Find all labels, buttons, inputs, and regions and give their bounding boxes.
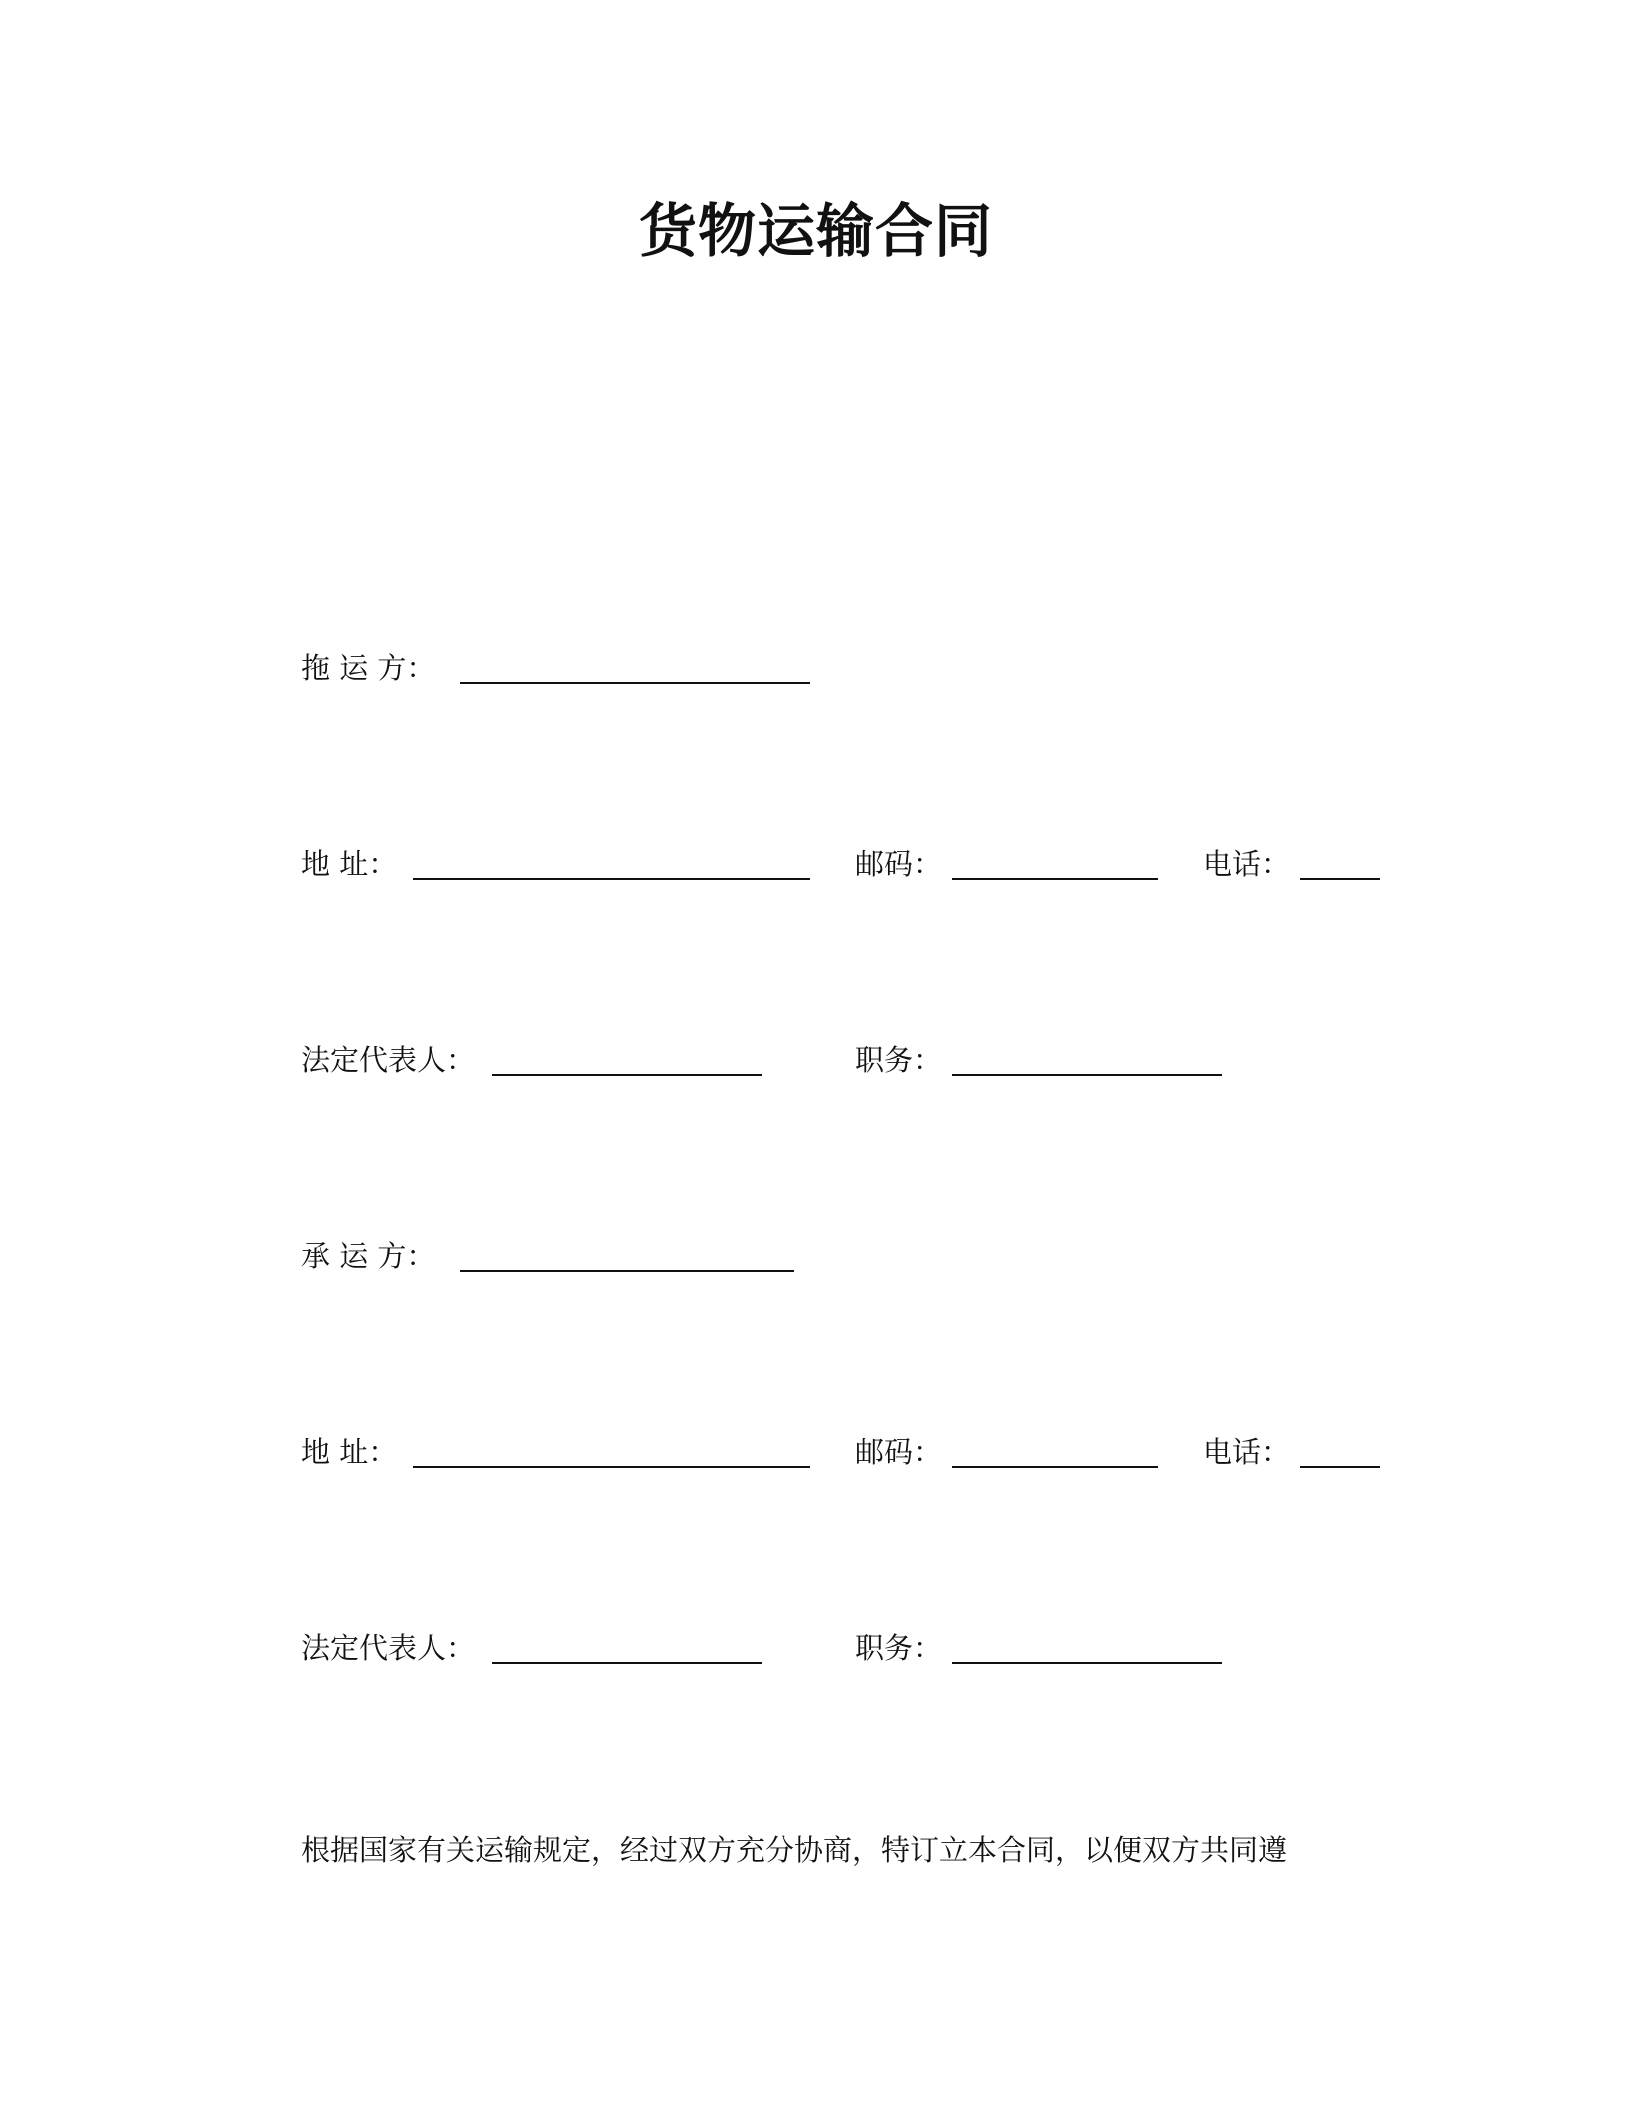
carrier-legal-rep-label: 法定代表人： bbox=[301, 1631, 476, 1665]
carrier-legal-rep-field[interactable] bbox=[492, 1662, 762, 1664]
carrier-phone-field[interactable] bbox=[1300, 1466, 1380, 1468]
shipper-legal-rep-field[interactable] bbox=[492, 1074, 762, 1076]
shipper-legal-rep-label: 法定代表人： bbox=[301, 1043, 476, 1077]
carrier-address-field[interactable] bbox=[413, 1466, 810, 1468]
carrier-address-label: 地 址： bbox=[301, 1435, 398, 1469]
page-title: 货物运输合同 bbox=[638, 197, 993, 265]
carrier-position-field[interactable] bbox=[952, 1662, 1222, 1664]
shipper-address-field[interactable] bbox=[413, 878, 810, 880]
carrier-postcode-label: 邮码： bbox=[855, 1435, 943, 1469]
shipper-label: 拖 运 方： bbox=[301, 651, 436, 685]
carrier-postcode-field[interactable] bbox=[952, 1466, 1158, 1468]
shipper-postcode-label: 邮码： bbox=[855, 847, 943, 881]
shipper-phone-field[interactable] bbox=[1300, 878, 1380, 880]
shipper-position-field[interactable] bbox=[952, 1074, 1222, 1076]
shipper-address-label: 地 址： bbox=[301, 847, 398, 881]
carrier-phone-label: 电话： bbox=[1203, 1435, 1291, 1469]
intro-paragraph: 根据国家有关运输规定，经过双方充分协商，特订立本合同，以便双方共同遵 bbox=[301, 1833, 1288, 1867]
carrier-field[interactable] bbox=[460, 1270, 794, 1272]
carrier-label: 承 运 方： bbox=[301, 1239, 436, 1273]
shipper-phone-label: 电话： bbox=[1203, 847, 1291, 881]
carrier-position-label: 职务： bbox=[855, 1631, 943, 1665]
shipper-field[interactable] bbox=[460, 682, 810, 684]
shipper-position-label: 职务： bbox=[855, 1043, 943, 1077]
shipper-postcode-field[interactable] bbox=[952, 878, 1158, 880]
